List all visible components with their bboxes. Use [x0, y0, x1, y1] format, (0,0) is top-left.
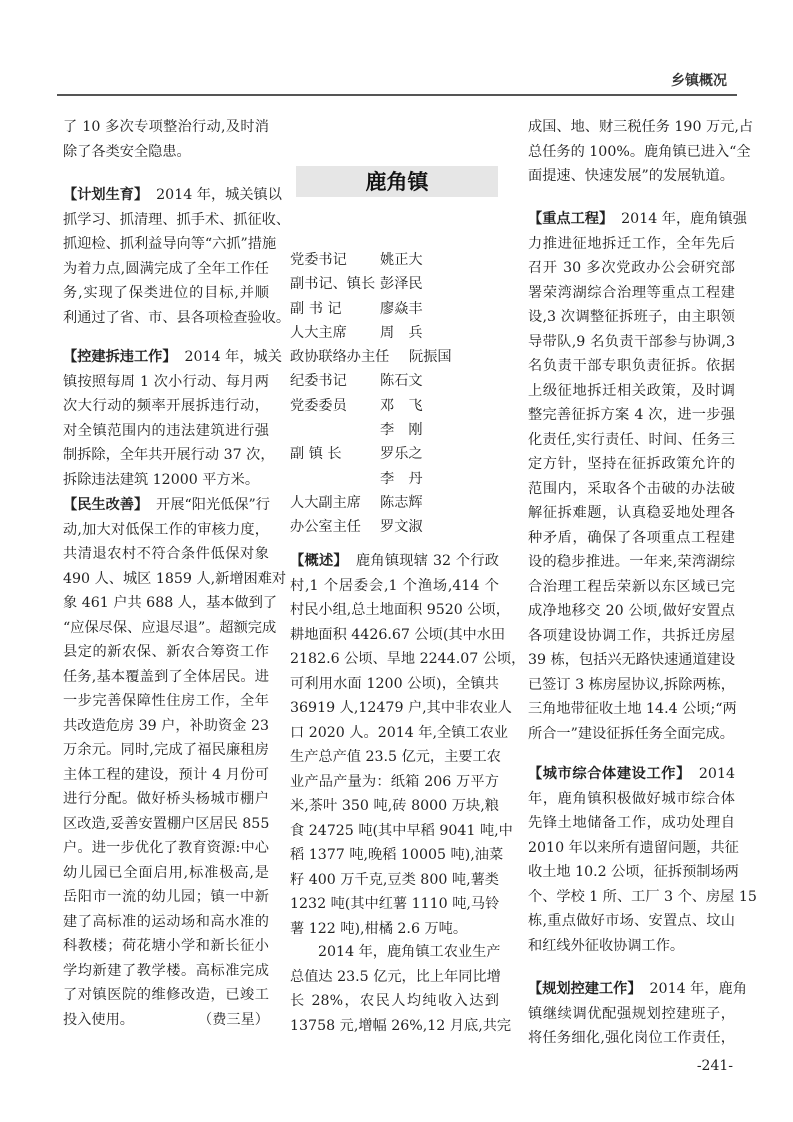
official-row — [290, 491, 423, 515]
paragraph — [528, 115, 754, 189]
line-text: 上级征地拆迁相关政策，及时调 — [528, 382, 735, 399]
text-line — [63, 959, 269, 984]
line-text: 合治理工程岳荣新以东区域已完 — [528, 578, 735, 595]
official-role: 人大副主席 — [290, 494, 361, 511]
line-text: 村,1 个居委会,1 个渔场,414 个 — [290, 577, 499, 594]
line-text: 2014 年，鹿角 — [649, 981, 747, 997]
text-line — [63, 208, 291, 233]
line-text: 生产总产值 23.5 亿元，主要工农 — [290, 749, 501, 765]
line-text: 一步完善保障性住房工作，全年 — [63, 693, 269, 709]
official-row — [290, 321, 423, 345]
text-line — [63, 115, 269, 140]
section-heading: 【重点工程】 — [528, 211, 614, 227]
text-line — [290, 917, 499, 942]
text-line — [63, 934, 269, 959]
line-text: 县定的新农保、新农合筹资工作 — [63, 644, 269, 660]
line-text: 籽 400 万千克,豆类 800 吨,薯类 — [290, 871, 499, 888]
line-text: 利通过了省、市、县各项检查验收。 — [63, 309, 291, 326]
line-text: 收土地 10.2 公顷，征拆预制场两 — [528, 864, 739, 880]
text-line — [63, 394, 269, 419]
text-line — [528, 977, 747, 1002]
line-text: 490 人、城区 1859 人,新增困难对 — [63, 570, 287, 587]
text-line — [63, 616, 277, 641]
header-rule — [57, 94, 737, 96]
text-line — [290, 843, 504, 868]
official-role: 副 镇 长 — [290, 446, 342, 463]
text-line — [528, 599, 735, 624]
line-text: 2014 年，鹿角镇强 — [621, 211, 747, 227]
official-name: 廖焱丰 — [380, 300, 423, 317]
line-text: 设的稳步推进。一年来,荣湾湖综 — [528, 554, 735, 570]
text-line — [63, 812, 269, 837]
text-line — [528, 934, 735, 959]
line-text: 2014 年，城关镇以 — [156, 187, 282, 203]
line-text: 薯 122 吨),柑橘 2.6 万吨。 — [290, 920, 468, 937]
text-line — [63, 910, 269, 935]
paragraph — [528, 977, 747, 1051]
official-name: 邓 飞 — [380, 397, 423, 414]
line-text: 米,茶叶 350 吨,砖 8000 万块,粮 — [290, 798, 499, 814]
official-name: 阮振国 — [409, 349, 452, 366]
official-row — [290, 369, 423, 393]
text-line — [528, 501, 735, 526]
text-line — [63, 591, 278, 616]
line-text: 为着力点,圆满完成了全年工作任 — [63, 260, 269, 277]
line-text: “应保尽保、应退尽退”。超额完成 — [63, 619, 277, 636]
official-name: 陈石文 — [380, 373, 423, 390]
line-text: 可利用水面 1200 公顷)，全镇共 — [290, 675, 499, 692]
official-name: 罗乐之 — [380, 446, 423, 463]
text-line — [528, 403, 735, 428]
line-text: 力推进征地拆迁工作，全年先后 — [528, 235, 735, 252]
text-line — [290, 623, 506, 648]
text-line — [63, 140, 269, 165]
text-line — [528, 860, 739, 885]
official-name: 罗文淑 — [380, 519, 423, 536]
official-row — [290, 297, 423, 321]
text-line — [290, 1014, 512, 1039]
official-row — [290, 467, 423, 491]
text-line — [528, 256, 735, 281]
text-line — [528, 648, 735, 673]
line-text: 主体工程的建设，预计 4 月份可 — [63, 766, 269, 783]
line-text: 投入使用。 — [63, 1011, 134, 1028]
text-line — [290, 794, 499, 819]
line-text: 拆除违法建筑 12000 平方米。 — [63, 471, 260, 488]
text-line — [63, 983, 269, 1008]
line-text: 村民小组,总土地面积 9520 公顷， — [290, 602, 510, 618]
line-text: 总值达 23.5 亿元，比上年同比增 — [290, 968, 501, 985]
paragraph — [63, 345, 282, 492]
text-line — [528, 762, 735, 787]
section-heading: 【规划控建工作】 — [528, 981, 642, 997]
text-line — [63, 567, 287, 592]
official-row — [290, 248, 423, 272]
text-line — [528, 1002, 735, 1027]
line-text: 2014 年，城关 — [184, 349, 282, 365]
line-text: 已签订 3 栋房屋协议,拆除两栋， — [528, 676, 735, 693]
text-line — [63, 468, 269, 493]
line-text: 制拆除，全年共开展行动 37 次， — [63, 447, 275, 463]
line-text: 36919 人,12479 户,其中非农业人 — [290, 700, 512, 716]
section-heading: 【控建拆违工作】 — [63, 349, 177, 365]
line-text: 务,实现了保类进位的目标,并顺 — [63, 285, 269, 301]
paragraph — [63, 493, 287, 1032]
line-text: 定方针，坚持在征拆政策允许的 — [528, 456, 735, 472]
line-text: 了 10 多次专项整治行动,及时消 — [63, 119, 269, 135]
line-text: 成净地移交 20 公顷,做好安置点 — [528, 603, 735, 619]
text-line — [528, 697, 735, 722]
line-text: 名负责干部专职负责征拆。依据 — [528, 358, 735, 374]
section-heading: 【城市综合体建设工作】 — [528, 766, 691, 782]
official-row — [290, 345, 452, 369]
text-line — [290, 721, 508, 746]
official-name: 彭泽民 — [380, 276, 423, 293]
official-name: 姚正大 — [380, 252, 423, 268]
line-text: 年，鹿角镇积极做好城市综合体 — [528, 790, 735, 807]
text-line — [63, 542, 269, 567]
text-line — [63, 1008, 269, 1033]
text-line — [63, 738, 269, 763]
text-line — [63, 232, 277, 257]
line-text: 总任务的 100%。鹿角镇已进入“全 — [528, 143, 751, 160]
text-line — [290, 940, 499, 965]
officials-list — [290, 248, 452, 540]
official-role: 党委委员 — [290, 397, 347, 414]
line-text: 业产品产量为：纸箱 206 万平方 — [290, 773, 499, 790]
official-role: 纪委书记 — [290, 373, 347, 390]
line-text: 1232 吨(其中红薯 1110 吨,马铃 — [290, 896, 500, 912]
line-text: 抓学习、抓清理、抓手术、抓征收、 — [63, 211, 291, 228]
text-line — [528, 305, 735, 330]
town-title: 鹿角镇 — [296, 166, 498, 197]
line-text: 各项建设协调工作，共拆迁房屋 — [528, 627, 735, 644]
line-text: 了对镇医院的维修改造，已竣工 — [63, 987, 269, 1003]
line-text: 整完善征拆方案 4 次，进一步强 — [528, 407, 735, 423]
line-text: 任务,基本覆盖到了全体居民。进 — [63, 668, 269, 685]
text-line — [290, 745, 499, 770]
line-text: 设,3 次调整征拆班子，由主职领 — [528, 309, 735, 325]
text-line — [528, 550, 735, 575]
line-text: 共改造危房 39 户，补助资金 23 — [63, 717, 269, 734]
line-text: 2010 年以来所有遗留问题，共征 — [528, 839, 739, 856]
text-line — [63, 640, 269, 665]
line-text: 除了各类安全隐患。 — [63, 143, 191, 160]
text-line — [63, 443, 275, 468]
text-line — [290, 696, 512, 721]
text-line — [528, 428, 735, 453]
paragraph — [290, 549, 526, 941]
line-text: 幼儿园已全面启用,标准极高,是 — [63, 864, 269, 881]
line-text: 共清退农村不符合条件低保对象 — [63, 546, 269, 562]
line-text: 面提速、快速发展”的发展轨道。 — [528, 168, 734, 184]
line-text: 种矛盾，确保了各项重点工程建 — [528, 529, 735, 546]
official-name: 李 刚 — [380, 422, 423, 439]
text-line — [63, 493, 269, 518]
line-text: 万余元。同时,完成了福民廉租房 — [63, 742, 269, 758]
text-line — [63, 689, 269, 714]
text-line — [528, 575, 735, 600]
official-role: 办公室主任 — [290, 519, 361, 536]
official-row — [290, 418, 423, 442]
text-line — [528, 722, 735, 747]
text-line — [528, 526, 735, 551]
line-text: 学均新建了教学楼。高标准完成 — [63, 962, 269, 979]
text-line — [63, 419, 269, 444]
text-line — [528, 330, 735, 355]
line-text: 长 28%，农民人均纯收入达到 — [290, 993, 499, 1009]
text-line — [528, 115, 754, 140]
section-header: 乡镇概况 — [671, 73, 727, 89]
line-text: 镇按照每周 1 次小行动、每月两 — [63, 373, 269, 390]
line-text: 口 2020 人。2014 年,全镇工农业 — [290, 724, 508, 741]
line-text: 户。进一步优化了教育资源:中心 — [63, 840, 269, 856]
line-text: 象 461 户共 688 人，基本做到了 — [63, 595, 278, 611]
line-text: 2014 — [698, 766, 735, 782]
official-role: 政协联络办主任 — [290, 349, 390, 366]
paragraph — [63, 115, 269, 164]
line-text: 建了高标准的运动场和高水准的 — [63, 913, 269, 930]
line-text: 三角地带征收土地 14.4 公顷;“两 — [528, 701, 737, 717]
text-line — [528, 281, 735, 306]
line-text: 导带队,9 名负责干部参与协调,3 — [528, 333, 735, 350]
official-role: 人大主席 — [290, 324, 347, 341]
text-line — [290, 574, 499, 599]
text-line — [290, 965, 499, 990]
line-text: 解征拆难题，认真稳妥地处理各 — [528, 505, 735, 521]
text-line — [528, 140, 751, 165]
line-text: 次大行动的频率开展拆违行动， — [63, 398, 269, 414]
line-text: 对全镇范围内的违法建筑进行强 — [63, 422, 269, 439]
text-line — [63, 763, 269, 788]
text-line — [528, 379, 735, 404]
page-number: -241- — [696, 1058, 733, 1074]
text-line — [63, 665, 269, 690]
line-text: 范围内，采取各个击破的办法破 — [528, 480, 735, 497]
text-line — [290, 819, 513, 844]
official-name: 李 丹 — [380, 470, 423, 487]
line-text: 镇继续调优配强规划控建班子， — [528, 1005, 735, 1022]
section-heading: 【概述】 — [290, 553, 348, 569]
line-text: 将任务细化,强化岗位工作责任， — [528, 1030, 735, 1046]
line-text: 岳阳市一流的幼儿园；镇一中新 — [63, 889, 269, 905]
text-line — [63, 370, 269, 395]
text-line — [290, 868, 499, 893]
section-heading: 【民生改善】 — [63, 497, 149, 513]
text-line — [528, 164, 735, 189]
line-text: 39 栋，包括兴无路快速通道建设 — [528, 652, 736, 668]
text-line — [528, 909, 735, 934]
text-line — [528, 354, 735, 379]
text-line — [528, 811, 735, 836]
line-text: 耕地面积 4426.67 公顷(其中水田 — [290, 626, 506, 643]
author-credit: （费三星） — [198, 1011, 269, 1028]
paragraph — [63, 183, 291, 330]
line-text: 2014 年，鹿角镇工农业生产 — [318, 944, 501, 960]
text-line — [63, 714, 269, 739]
text-line — [63, 345, 282, 370]
text-line — [63, 306, 291, 331]
text-line — [63, 885, 269, 910]
line-text: 鹿角镇现辖 32 个行政 — [355, 553, 499, 569]
line-text: 栋,重点做好市场、安置点、坟山 — [528, 913, 735, 929]
line-text: 召开 30 多次党政办公会研究部 — [528, 260, 735, 276]
line-text: 13758 元,增幅 26%,12 月底,共完 — [290, 1017, 512, 1034]
text-line — [528, 1026, 735, 1051]
text-line — [63, 518, 269, 543]
text-line — [63, 281, 269, 306]
paragraph — [528, 762, 757, 958]
line-text: 区改造,妥善安置棚户区居民 855 — [63, 815, 270, 832]
paragraph — [290, 940, 512, 1038]
text-line — [528, 885, 757, 910]
line-text: 科教楼；荷花塘小学和新长征小 — [63, 938, 269, 954]
text-line — [528, 207, 747, 232]
line-text: 和红线外征收协调工作。 — [528, 937, 685, 954]
official-row — [290, 442, 423, 466]
text-line — [290, 672, 499, 697]
official-row — [290, 515, 423, 539]
text-line — [63, 836, 269, 861]
official-row — [290, 272, 423, 296]
text-line — [528, 787, 735, 812]
official-name: 陈志辉 — [380, 494, 423, 511]
line-text: 进行分配。做好桥头杨城市棚户 — [63, 791, 269, 807]
text-line — [528, 624, 735, 649]
text-line — [528, 477, 735, 502]
line-text: 稻 1377 吨,晚稻 10005 吨),油菜 — [290, 847, 504, 863]
line-text: 先锋土地储备工作，成功处理自 — [528, 815, 735, 831]
text-line — [290, 647, 526, 672]
official-name: 周 兵 — [380, 324, 423, 341]
text-line — [528, 673, 735, 698]
line-text: 开展“阳光低保”行 — [156, 497, 270, 513]
official-role: 党委书记 — [290, 252, 347, 268]
text-line — [528, 836, 739, 861]
text-line — [528, 232, 735, 257]
line-text: 个、学校 1 所、工厂 3 个、房屋 15 — [528, 888, 757, 905]
official-role: 副书记、镇长 — [290, 276, 376, 293]
text-line — [290, 892, 499, 917]
text-line — [63, 183, 282, 208]
section-heading: 【计划生育】 — [63, 187, 149, 203]
text-line — [63, 861, 269, 886]
text-line — [528, 452, 735, 477]
text-line — [290, 598, 510, 623]
line-text: 抓迎检、抓利益导向等“六抓”措施 — [63, 236, 277, 252]
official-role: 副 书 记 — [290, 300, 342, 317]
text-line — [290, 770, 499, 795]
line-text: 化责任,实行责任、时间、任务三 — [528, 431, 735, 448]
paragraph — [528, 207, 747, 746]
official-row — [290, 394, 423, 418]
line-text: 食 24725 吨(其中早稻 9041 吨,中 — [290, 822, 513, 839]
line-text: 署荣湾湖综合治理等重点工程建 — [528, 284, 735, 301]
text-line — [290, 549, 499, 574]
line-text: 2182.6 公顷、旱地 2244.07 公顷， — [290, 651, 526, 667]
text-line — [290, 989, 499, 1014]
text-line — [63, 257, 269, 282]
line-text: 成国、地、财三税任务 190 万元,占 — [528, 119, 754, 135]
text-line — [63, 787, 269, 812]
line-text: 动,加大对低保工作的审核力度， — [63, 521, 269, 538]
line-text: 所合一”建设征拆任务全面完成。 — [528, 725, 734, 742]
